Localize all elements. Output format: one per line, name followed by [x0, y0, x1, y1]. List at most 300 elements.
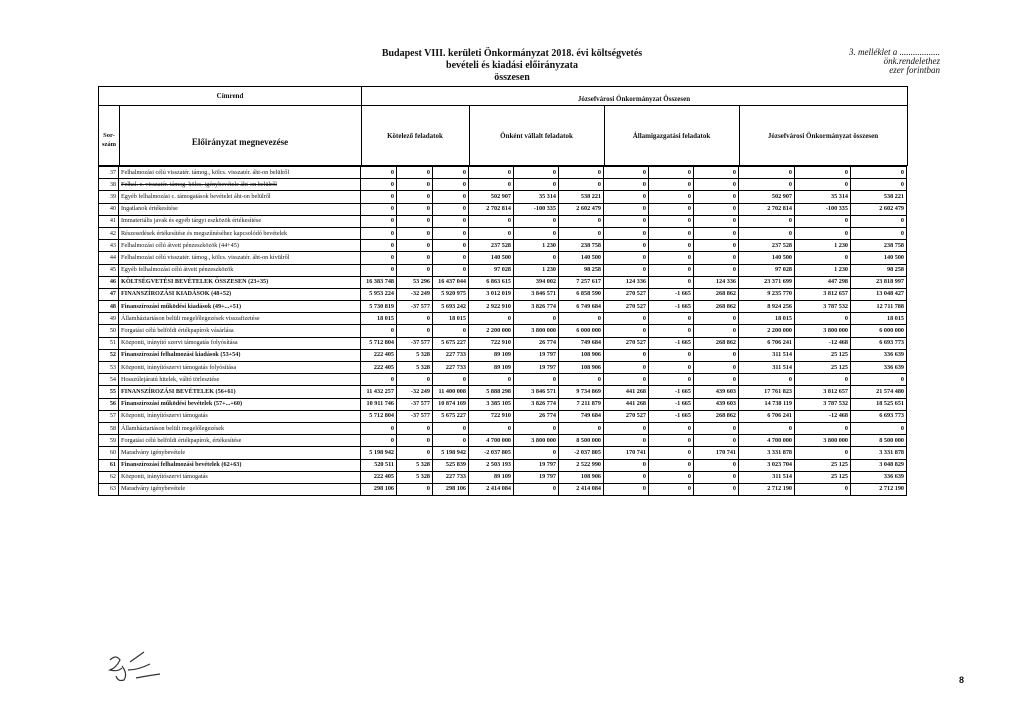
value-cell: 35 314	[795, 191, 851, 203]
value-cell: -37 577	[397, 410, 433, 422]
value-cell: 0	[739, 215, 795, 227]
value-cell: 108 906	[559, 471, 604, 483]
value-cell: 227 733	[433, 362, 469, 374]
value-cell: 0	[397, 447, 433, 459]
value-cell: -37 577	[397, 301, 433, 313]
value-cell: 0	[649, 325, 694, 337]
value-cell: 8 924 256	[739, 301, 795, 313]
row-label-text: Felhalmozási célú visszatér. támog., kölcs. visszatér. áht-on kívülről	[121, 253, 290, 261]
value-cell: -2 037 805	[559, 447, 604, 459]
value-cell: 0	[361, 252, 397, 264]
table-row	[99, 471, 907, 483]
value-cell: 0	[694, 240, 739, 252]
value-cell: 18 015	[361, 313, 397, 325]
value-cell: 0	[559, 179, 604, 191]
value-cell: 5 198 942	[361, 447, 397, 459]
row-label-text: Felhal. c. visszatér. támog. kölcs. igénybevétele áht-on belülről	[121, 180, 278, 188]
row-number: 52	[99, 349, 119, 361]
value-cell: 227 733	[433, 471, 469, 483]
row-number: 61	[99, 459, 119, 471]
value-cell: -1 665	[649, 386, 694, 398]
value-cell: 0	[514, 374, 559, 386]
row-number: 47	[99, 288, 119, 300]
value-cell: 0	[795, 215, 851, 227]
value-cell: -1 665	[649, 398, 694, 410]
value-cell: -1 665	[649, 301, 694, 313]
table-row	[99, 191, 907, 203]
value-cell: 0	[397, 483, 433, 495]
value-cell: 238 758	[559, 240, 604, 252]
table-row	[99, 203, 907, 215]
row-label	[119, 301, 361, 313]
value-cell: 3 787 532	[795, 398, 851, 410]
value-cell: 270 527	[604, 410, 649, 422]
value-cell: 7 257 617	[559, 276, 604, 288]
value-cell: -32 249	[397, 288, 433, 300]
value-cell: 3 812 657	[795, 288, 851, 300]
value-cell: 298 106	[361, 483, 397, 495]
value-cell: 0	[433, 167, 469, 179]
value-cell: 0	[361, 203, 397, 215]
value-cell: 0	[361, 435, 397, 447]
value-cell: 2 702 814	[469, 203, 514, 215]
row-number: 53	[99, 362, 119, 374]
value-cell: 0	[433, 203, 469, 215]
value-cell: 0	[851, 227, 907, 239]
value-cell: 0	[694, 167, 739, 179]
value-cell: 0	[795, 252, 851, 264]
value-cell: 0	[604, 191, 649, 203]
value-cell: -1 665	[649, 410, 694, 422]
value-cell: 222 405	[361, 471, 397, 483]
value-cell: 0	[694, 435, 739, 447]
value-cell: 0	[361, 167, 397, 179]
value-cell: 0	[361, 227, 397, 239]
row-label-text: Hosszúlejáratú hitelek, váltó törlesztése	[121, 375, 220, 383]
value-cell: 108 906	[559, 349, 604, 361]
value-cell: 0	[469, 179, 514, 191]
value-cell: 18 015	[433, 313, 469, 325]
row-label	[119, 349, 361, 361]
value-cell: -12 468	[795, 337, 851, 349]
header-sorszam: Sor- szám	[101, 132, 117, 148]
value-cell: 0	[604, 435, 649, 447]
value-cell: 0	[514, 227, 559, 239]
row-label	[119, 410, 361, 422]
annex-regulation: önk.rendelethez	[883, 56, 940, 66]
value-cell: 5 328	[397, 349, 433, 361]
row-number: 40	[99, 203, 119, 215]
value-cell: 0	[649, 349, 694, 361]
value-cell: 237 528	[739, 240, 795, 252]
annex-note	[849, 48, 940, 75]
value-cell: 0	[851, 215, 907, 227]
value-cell: 0	[649, 252, 694, 264]
value-cell: 0	[469, 215, 514, 227]
value-cell: 21 574 480	[851, 386, 907, 398]
value-cell: 0	[361, 240, 397, 252]
value-cell: 270 527	[604, 301, 649, 313]
header-osszesen: Józsefvárosi Önkormányzat összesen	[767, 132, 879, 140]
value-cell: 0	[694, 191, 739, 203]
value-cell: 0	[795, 313, 851, 325]
row-label	[119, 398, 361, 410]
value-cell: 18 525 651	[851, 398, 907, 410]
value-cell: 0	[649, 374, 694, 386]
row-number: 37	[99, 167, 119, 179]
row-number: 42	[99, 227, 119, 239]
value-cell: 0	[397, 215, 433, 227]
value-cell: 140 500	[559, 252, 604, 264]
value-cell: 0	[604, 203, 649, 215]
value-cell: 19 797	[514, 471, 559, 483]
value-cell: 0	[649, 179, 694, 191]
header-group: Józsefvárosi Önkormányzat Összesen	[577, 95, 691, 103]
row-label-text: Finanszírozási működési bevételek (57+...+60)	[121, 400, 243, 408]
value-cell: -2 037 805	[469, 447, 514, 459]
value-cell: 140 500	[469, 252, 514, 264]
row-number: 55	[99, 386, 119, 398]
value-cell: 5 888 298	[469, 386, 514, 398]
value-cell: 0	[397, 179, 433, 191]
row-number: 39	[99, 191, 119, 203]
value-cell: 6 749 684	[559, 301, 604, 313]
value-cell: 0	[851, 167, 907, 179]
table-header	[98, 86, 908, 166]
value-cell: 0	[649, 435, 694, 447]
value-cell: -37 577	[397, 337, 433, 349]
value-cell: -100 335	[514, 203, 559, 215]
value-cell: 6 858 590	[559, 288, 604, 300]
row-label-text: Felhalmozási célú átvett pénzeszközök (44+45)	[121, 241, 239, 249]
value-cell: 2 712 190	[739, 483, 795, 495]
value-cell: 0	[604, 374, 649, 386]
value-cell: 26 774	[514, 410, 559, 422]
value-cell: 9 734 869	[559, 386, 604, 398]
value-cell: 0	[604, 240, 649, 252]
value-cell: 6 000 000	[559, 325, 604, 337]
value-cell: 0	[649, 167, 694, 179]
value-cell: 2 522 990	[559, 459, 604, 471]
table-row	[99, 362, 907, 374]
value-cell: 0	[397, 191, 433, 203]
row-label-text: FINANSZÍROZÁSI KIADÁSOK (48+52)	[121, 290, 232, 298]
value-cell: 311 514	[739, 471, 795, 483]
value-cell: -1 665	[649, 288, 694, 300]
annex-unit: ezer forintban	[889, 65, 940, 75]
table-row	[99, 179, 907, 191]
value-cell: 16 437 044	[433, 276, 469, 288]
row-label	[119, 422, 361, 434]
table-row	[99, 325, 907, 337]
handwritten-signature	[100, 640, 180, 690]
row-label-text: Központi, irányító szervi támogatás folyósítása	[121, 339, 238, 347]
table-row	[99, 264, 907, 276]
value-cell: 237 528	[469, 240, 514, 252]
value-cell: 6 693 773	[851, 337, 907, 349]
row-label-text: Központi, irányítószervi támogatás	[121, 412, 208, 420]
row-label-text: Államháztartáson belüli megelőlegezések	[121, 424, 225, 432]
value-cell: 0	[795, 483, 851, 495]
value-cell: 7 211 879	[559, 398, 604, 410]
value-cell: 3 048 829	[851, 459, 907, 471]
table-row	[99, 167, 907, 179]
row-label-text: Maradvány igénybevétele	[121, 485, 186, 493]
row-number: 57	[99, 410, 119, 422]
row-number: 45	[99, 264, 119, 276]
value-cell: 4 700 000	[469, 435, 514, 447]
value-cell: 0	[469, 227, 514, 239]
value-cell: 0	[397, 325, 433, 337]
row-number: 48	[99, 301, 119, 313]
table-row	[99, 422, 907, 434]
value-cell: 0	[694, 362, 739, 374]
page-number: 8	[958, 675, 964, 685]
value-cell: 5 730 819	[361, 301, 397, 313]
value-cell: 25 125	[795, 349, 851, 361]
value-cell: 5 675 227	[433, 337, 469, 349]
row-label-text: Államháztartáson belüli megelőlegezések visszafizetése	[121, 314, 260, 322]
value-cell: 0	[795, 422, 851, 434]
table-row	[99, 288, 907, 300]
value-cell: 0	[433, 252, 469, 264]
value-cell: 3 846 571	[514, 288, 559, 300]
value-cell: 25 125	[795, 471, 851, 483]
value-cell: 19 797	[514, 459, 559, 471]
value-cell: 0	[514, 313, 559, 325]
value-cell: -100 335	[795, 203, 851, 215]
value-cell: 3 800 000	[795, 435, 851, 447]
value-cell: 8 500 000	[559, 435, 604, 447]
row-label-text: Részesedések értékesítése és megszűnéséhez kapcsolódó bevételek	[121, 229, 288, 237]
value-cell: -12 468	[795, 410, 851, 422]
value-cell: 2 503 193	[469, 459, 514, 471]
value-cell: 0	[361, 179, 397, 191]
value-cell: 270 527	[604, 288, 649, 300]
value-cell: 18 015	[851, 313, 907, 325]
value-cell: 336 639	[851, 471, 907, 483]
row-label-text: Finanszírozási működési kiadások (49+...+51)	[121, 302, 242, 310]
value-cell: 0	[649, 227, 694, 239]
row-label	[119, 203, 361, 215]
value-cell: 0	[514, 179, 559, 191]
row-label	[119, 252, 361, 264]
value-cell: 0	[604, 227, 649, 239]
value-cell: 0	[604, 252, 649, 264]
value-cell: 0	[649, 422, 694, 434]
value-cell: 89 109	[469, 471, 514, 483]
value-cell: 0	[694, 471, 739, 483]
value-cell: 0	[739, 227, 795, 239]
value-cell: 23 818 997	[851, 276, 907, 288]
value-cell: 0	[739, 374, 795, 386]
annex-reference: 3. melléklet a ..................	[849, 47, 940, 57]
row-label	[119, 374, 361, 386]
value-cell: 0	[851, 179, 907, 191]
table-row	[99, 337, 907, 349]
value-cell: 0	[361, 191, 397, 203]
row-number: 50	[99, 325, 119, 337]
table-row	[99, 459, 907, 471]
table-row	[99, 349, 907, 361]
value-cell: 0	[694, 252, 739, 264]
value-cell: 441 268	[604, 398, 649, 410]
value-cell: 53 296	[397, 276, 433, 288]
value-cell: 5 328	[397, 459, 433, 471]
value-cell: 2 922 910	[469, 301, 514, 313]
value-cell: 2 602 479	[559, 203, 604, 215]
value-cell: 10 911 746	[361, 398, 397, 410]
value-cell: 11 400 008	[433, 386, 469, 398]
value-cell: 0	[694, 179, 739, 191]
value-cell: 2 712 190	[851, 483, 907, 495]
value-cell: 0	[795, 167, 851, 179]
value-cell: 0	[649, 459, 694, 471]
table-row	[99, 410, 907, 422]
value-cell: 1 230	[514, 240, 559, 252]
value-cell: 0	[559, 422, 604, 434]
table-row	[99, 483, 907, 495]
value-cell: 11 432 257	[361, 386, 397, 398]
value-cell: 0	[795, 227, 851, 239]
value-cell: 3 800 000	[514, 325, 559, 337]
value-cell: 0	[397, 227, 433, 239]
document-title: Budapest VIII. kerületi Önkormányzat 2018. évi költségvetés	[381, 48, 643, 59]
value-cell: 0	[604, 313, 649, 325]
value-cell: 311 514	[739, 349, 795, 361]
value-cell: 336 639	[851, 349, 907, 361]
value-cell: 0	[397, 374, 433, 386]
row-label	[119, 325, 361, 337]
row-label-text: KÖLTSÉGVETÉSI BEVÉTELEK ÖSSZESEN (23+35)	[121, 278, 269, 286]
row-number: 62	[99, 471, 119, 483]
value-cell: 0	[694, 264, 739, 276]
value-cell: 3 012 019	[469, 288, 514, 300]
value-cell: 0	[433, 435, 469, 447]
value-cell: 0	[649, 191, 694, 203]
row-label	[119, 179, 361, 191]
row-label-text: Maradvány igénybevétele	[121, 448, 186, 456]
value-cell: 0	[433, 215, 469, 227]
row-label	[119, 447, 361, 459]
row-label	[119, 471, 361, 483]
value-cell: 0	[694, 215, 739, 227]
table-row	[99, 374, 907, 386]
value-cell: 14 738 119	[739, 398, 795, 410]
value-cell: 0	[361, 325, 397, 337]
row-label-text: Ingatlanok értékesítése	[121, 205, 178, 213]
value-cell: 124 336	[604, 276, 649, 288]
value-cell: 12 711 788	[851, 301, 907, 313]
row-label-text: Egyéb felhalmozási c. támogatások bevételei áht-on belülről	[121, 192, 271, 200]
value-cell: 1 230	[514, 264, 559, 276]
value-cell: 0	[397, 264, 433, 276]
row-number: 38	[99, 179, 119, 191]
row-number: 56	[99, 398, 119, 410]
value-cell: 0	[559, 227, 604, 239]
value-cell: 124 336	[694, 276, 739, 288]
value-cell: 23 371 699	[739, 276, 795, 288]
value-cell: 0	[649, 471, 694, 483]
value-cell: 5 328	[397, 471, 433, 483]
value-cell: 0	[795, 447, 851, 459]
value-cell: 0	[433, 422, 469, 434]
row-label	[119, 215, 361, 227]
value-cell: 0	[361, 374, 397, 386]
value-cell: 0	[649, 447, 694, 459]
value-cell: 0	[469, 313, 514, 325]
value-cell: 0	[433, 374, 469, 386]
value-cell: 0	[433, 240, 469, 252]
row-label-text: Egyéb felhalmozási célú átvett pénzeszközök	[121, 266, 234, 274]
value-cell: 0	[514, 422, 559, 434]
value-cell: 238 758	[851, 240, 907, 252]
row-label	[119, 191, 361, 203]
row-label	[119, 435, 361, 447]
value-cell: 0	[694, 325, 739, 337]
value-cell: 0	[397, 252, 433, 264]
budget-table	[98, 166, 907, 496]
value-cell: 0	[649, 313, 694, 325]
value-cell: 3 812 657	[795, 386, 851, 398]
value-cell: 0	[649, 215, 694, 227]
row-label	[119, 240, 361, 252]
value-cell: 0	[604, 349, 649, 361]
row-label	[119, 313, 361, 325]
value-cell: 97 028	[739, 264, 795, 276]
value-cell: 89 109	[469, 362, 514, 374]
value-cell: 0	[397, 313, 433, 325]
value-cell: 0	[433, 179, 469, 191]
value-cell: 0	[739, 167, 795, 179]
value-cell: 0	[694, 349, 739, 361]
document-subtitle: bevételi és kiadási előirányzata	[446, 60, 578, 71]
value-cell: 538 221	[851, 191, 907, 203]
table-row	[99, 435, 907, 447]
value-cell: 0	[795, 179, 851, 191]
value-cell: 0	[604, 483, 649, 495]
value-cell: 108 906	[559, 362, 604, 374]
value-cell: 5 712 804	[361, 337, 397, 349]
value-cell: 0	[851, 422, 907, 434]
value-cell: 8 500 000	[851, 435, 907, 447]
row-label	[119, 483, 361, 495]
header-onkent: Önként vállalt feladatok	[500, 132, 573, 140]
value-cell: 502 907	[739, 191, 795, 203]
value-cell: 16 383 748	[361, 276, 397, 288]
row-number: 46	[99, 276, 119, 288]
value-cell: 0	[469, 422, 514, 434]
row-label-text: Forgatási célú belföldi értékpapírok vásárlása	[121, 327, 234, 335]
value-cell: 538 221	[559, 191, 604, 203]
value-cell: 0	[649, 483, 694, 495]
value-cell: 17 761 823	[739, 386, 795, 398]
value-cell: 525 839	[433, 459, 469, 471]
value-cell: 0	[433, 264, 469, 276]
header-kotelezo: Kötelező feladatok	[387, 132, 443, 140]
value-cell: 3 331 878	[851, 447, 907, 459]
value-cell: 439 603	[694, 398, 739, 410]
value-cell: 0	[397, 435, 433, 447]
value-cell: 268 862	[694, 288, 739, 300]
value-cell: 170 741	[604, 447, 649, 459]
value-cell: 3 826 774	[514, 301, 559, 313]
value-cell: 98 258	[851, 264, 907, 276]
value-cell: 0	[604, 422, 649, 434]
value-cell: 3 023 704	[739, 459, 795, 471]
row-number: 63	[99, 483, 119, 495]
value-cell: 2 200 000	[469, 325, 514, 337]
